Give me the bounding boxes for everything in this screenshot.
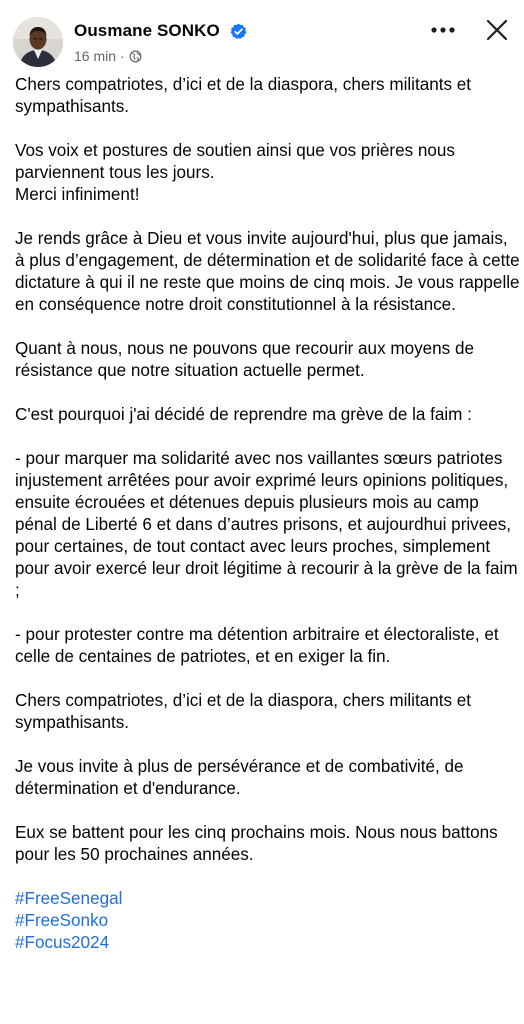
globe-icon[interactable] [129,50,142,63]
close-icon[interactable] [484,17,510,43]
post-paragraph: Eux se battent pour les cinq prochains mois. Nous nous battons pour les 50 prochaines années. [15,823,498,864]
post-body [15,74,520,954]
author-avatar[interactable] [13,17,63,67]
meta-separator: · [120,48,125,64]
post-paragraph: Je vous invite à plus de persévérance et de combativité, de détermination et d'endurance. [15,757,464,798]
hashtag-list [15,888,520,954]
post-paragraph: Chers compatriotes, d’ici et de la diaspora, chers militants et sympathisants. [15,691,472,732]
post-paragraph: - pour marquer ma solidarité avec nos vaillantes sœurs patriotes injustement arrêtées pour avoir exprimé leurs opinions politiques, ensuite écrouées et détenues depuis plusieurs mois au camp pénal de Liberté 6 et dans d’autres prisons, et aujourdhui privees, pour certaines, de tout contact avec leurs proches, simplement pour avoir exercé leur droit légitime à recourir à la grève de la faim ; [15,449,518,600]
hashtag-link[interactable]: #Focus2024 [15,933,110,952]
post-meta [74,48,142,64]
post-paragraph: Chers compatriotes, d’ici et de la diaspora, chers militants et sympathisants. [15,75,472,116]
post-paragraph: C'est pourquoi j'ai décidé de reprendre ma grève de la faim : [15,405,472,424]
hashtag-link[interactable]: #FreeSonko [15,911,109,930]
verified-badge-icon [230,23,247,40]
avatar-image [13,17,63,67]
post-header [0,0,524,70]
post-paragraph: Je rends grâce à Dieu et vous invite aujourd'hui, plus que jamais, à plus d’engagement, de détermination et de solidarité face à cette dictature à qui il ne reste que moins de cinq mois. Je vous rappelle en conséquence notre droit constitutionnel à la résistance. [15,229,520,314]
hashtag-link[interactable]: #FreeSenegal [15,889,123,908]
post-paragraph: - pour protester contre ma détention arbitraire et électoraliste, et celle de centaines de patriotes, et en exiger la fin. [15,625,499,666]
post-paragraph: Quant à nous, nous ne pouvons que recourir aux moyens de résistance que notre situation actuelle permet. [15,339,474,380]
more-horizontal-icon[interactable] [428,20,458,40]
post-paragraph: Vos voix et postures de soutien ainsi que vos prières nous parviennent tous les jours. Merci infiniment! [15,141,455,204]
author-name[interactable]: Ousmane SONKO [74,21,220,40]
post-time[interactable]: 16 min [74,48,117,64]
